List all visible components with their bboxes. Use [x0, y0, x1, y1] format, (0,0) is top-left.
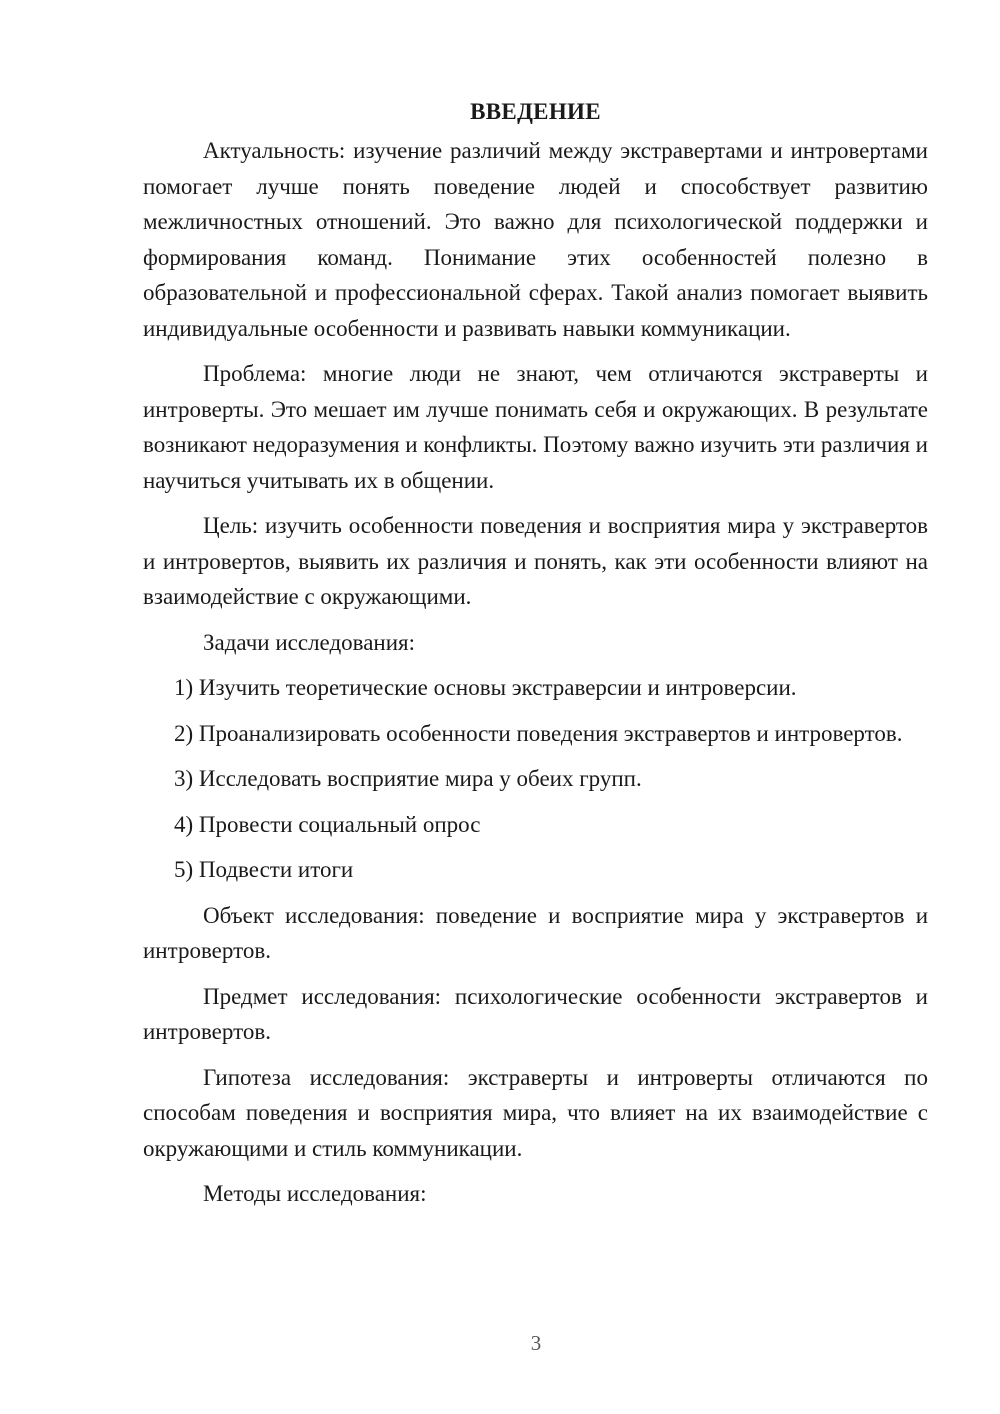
- paragraph-relevance: Актуальность: изучение различий между экстравертами и интровертами помогает лучше понять поведение людей и способствует развитию межличностных отношений. Это важно для психологической поддержки и формирования команд. Понимание этих особенностей полезно в образовательной и профессиональной сферах. Такой анализ помогает выявить индивидуальные особенности и развивать навыки коммуникации.: [143, 138, 928, 341]
- document-page: [143, 94, 928, 1212]
- paragraph-problem: Проблема: многие люди не знают, чем отличаются экстраверты и интроверты. Это мешает им лучше понимать себя и окружающих. В результате возникают недоразумения и конфликты. Поэтому важно изучить эти различия и научиться учитывать их в общении.: [143, 361, 928, 493]
- methods-heading: Методы исследования:: [203, 1181, 427, 1206]
- paragraph-subject: Предмет исследования: психологические особенности экстравертов и интровертов.: [143, 983, 928, 1044]
- paragraph-object: Объект исследования: поведение и восприятие мира у экстравертов и интровертов.: [143, 902, 928, 963]
- task-item: 2) Проанализировать особенности поведения экстравертов и интровертов.: [174, 720, 903, 746]
- section-title: ВВЕДЕНИЕ: [470, 99, 601, 124]
- page-number: 3: [530, 1331, 542, 1355]
- paragraph-hypothesis: Гипотеза исследования: экстраверты и интроверты отличаются по способам поведения и восприятия мира, что влияет на их взаимодействие с окружающими и стиль коммуникации.: [143, 1064, 928, 1161]
- paragraph-goal: Цель: изучить особенности поведения и восприятия мира у экстравертов и интровертов, выявить их различия и понять, как эти особенности влияют на взаимодействие с окружающими.: [143, 513, 928, 609]
- tasks-heading: Задачи исследования:: [203, 629, 416, 655]
- task-item: 5) Подвести итоги: [174, 857, 354, 882]
- task-item: 4) Провести социальный опрос: [174, 811, 481, 837]
- task-item: 3) Исследовать восприятие мира у обеих групп.: [174, 766, 642, 791]
- task-item: 1) Изучить теоретические основы экстраверсии и интроверсии.: [174, 675, 797, 700]
